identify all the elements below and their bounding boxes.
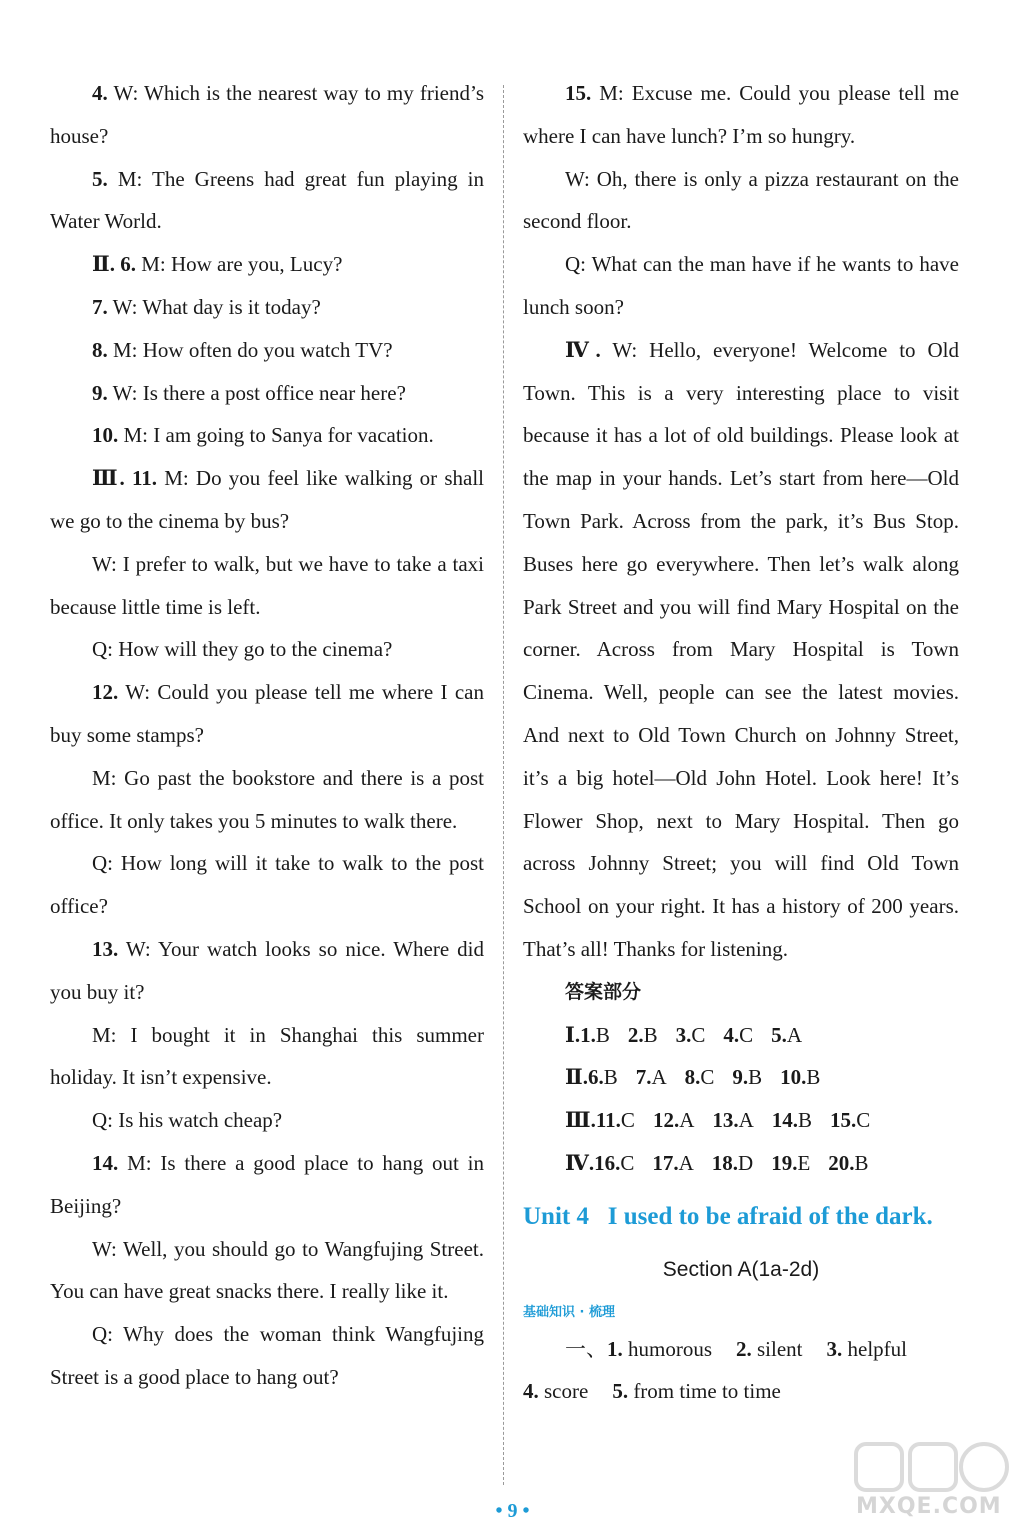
dialogue-line: W: Well, you should go to Wangfujing Street. You can have great snacks there. I really like it.: [50, 1236, 484, 1304]
dialogue-line: 7. W: What day is it today?: [92, 294, 321, 319]
dialogue-line: 9. W: Is there a post office near here?: [92, 380, 406, 405]
answer-row: Ⅱ.6.B 7.A 8.C 9.B 10.B: [565, 1065, 821, 1090]
knowledge-tag: 基础知识 · 梳理: [523, 1304, 615, 1320]
dialogue-line: 15. M: Excuse me. Could you please tell me where I can have lunch? I’m so hungry.: [523, 81, 960, 148]
watermark-icon: [852, 1438, 1012, 1498]
answer-row: Ⅰ.1.B 2.B 3.C 4.C 5.A: [565, 1022, 803, 1047]
dialogue-line: 14. M: Is there a good place to hang out in Beijing?: [50, 1150, 485, 1218]
watermark-logo: [852, 1438, 1012, 1528]
dialogue-line: 4. W: Which is the nearest way to my friend’s house?: [50, 81, 484, 148]
dialogue-line: Ⅲ. 11. M: Do you feel like walking or shall we go to the cinema by bus?: [50, 466, 484, 533]
dialogue-line: Q: Is his watch cheap?: [92, 1108, 283, 1133]
column-divider: [503, 85, 504, 1485]
watermark-text: MXQE.COM: [856, 1494, 1002, 1519]
answer-row: Ⅲ.11.C 12.A 13.A 14.B 15.C: [565, 1108, 871, 1133]
dialogue-line: Q: How long will it take to walk to the post office?: [50, 851, 484, 919]
dialogue-line: 10. M: I am going to Sanya for vacation.: [92, 423, 434, 448]
page-number: • 9 •: [495, 1500, 530, 1522]
dialogue-line: M: Go past the bookstore and there is a post office. It only takes you 5 minutes to walk there.: [50, 765, 484, 833]
fill-in-line: 一、1. humorous 2. silent 3. helpful: [565, 1336, 907, 1361]
dialogue-line: Q: How will they go to the cinema?: [92, 637, 393, 662]
dialogue-line: M: I bought it in Shanghai this summer holiday. It isn’t expensive.: [50, 1022, 484, 1090]
dialogue-line: 12. W: Could you please tell me where I can buy some stamps?: [50, 680, 485, 747]
answer-row: Ⅳ.16.C 17.A 18.D 19.E 20.B: [565, 1150, 869, 1175]
dialogue-line: W: Oh, there is only a pizza restaurant on the second floor.: [523, 166, 959, 234]
dialogue-line: W: I prefer to walk, but we have to take a taxi because little time is left.: [50, 551, 484, 619]
unit-label: Unit 4: [523, 1202, 589, 1230]
fill-in-line: 4. score 5. from time to time: [523, 1379, 781, 1404]
unit-heading: [523, 1195, 959, 1239]
dialogue-line: Q: What can the man have if he wants to have lunch soon?: [523, 252, 959, 319]
right-column: [523, 72, 959, 1413]
dialogue-line: Q: Why does the woman think Wangfujing Street is a good place to hang out?: [50, 1322, 484, 1389]
dialogue-line: 13. W: Your watch looks so nice. Where did you buy it?: [50, 936, 484, 1004]
unit-title: I used to be afraid of the dark.: [607, 1202, 933, 1230]
dialogue-line: 5. M: The Greens had great fun playing in Water World.: [50, 166, 485, 234]
monologue-paragraph: Ⅳ. W: Hello, everyone! Welcome to Old Town. This is a very interesting place to visit because it has a lot of old buildings. Please look at the map in your hands. Let’s start from here—Old Town Park. Across from the park, it’s Bus Stop. Buses here go everywhere. Then let’s walk along Park Street and you will find Mary Hospital on the corner. Across from Mary Hospital is Town Cinema. Well, people can see the latest movies. And next to Old Town Church on Johnny Street, it’s a big hotel—Old John Hotel. Look here! It’s Flower Shop, next to Mary Hospital. Then go across Johnny Street; you will find Old Town School on your right. It has a history of 200 years. That’s all! Thanks for listening.: [523, 337, 959, 961]
dialogue-line: 8. M: How often do you watch TV?: [92, 337, 393, 362]
left-column: [50, 72, 484, 1399]
answers-heading: 答案部分: [565, 980, 642, 1003]
dialogue-line: Ⅱ. 6. M: How are you, Lucy?: [92, 252, 343, 277]
section-title: Section A(1a-2d): [662, 1257, 820, 1281]
